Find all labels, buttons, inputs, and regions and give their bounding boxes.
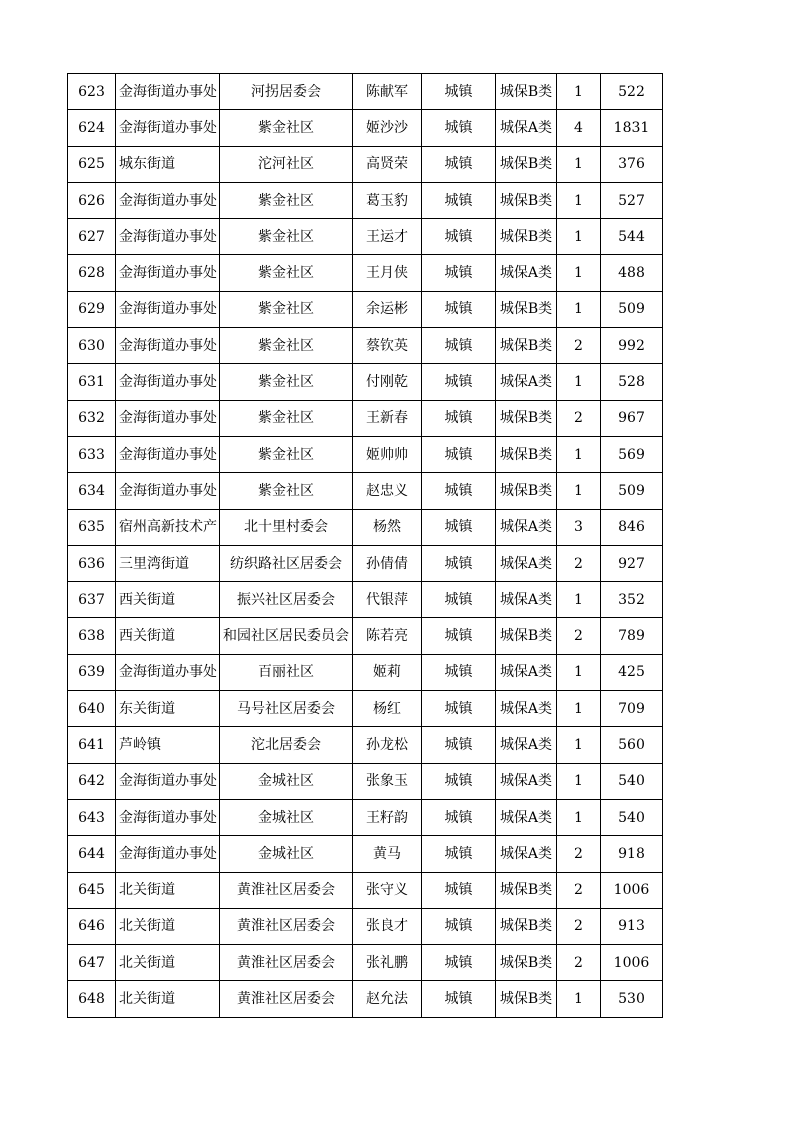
table-row: [68, 364, 663, 400]
amount-cell: 376: [601, 146, 663, 182]
amount-cell: 425: [601, 654, 663, 690]
household-count-cell: 1: [557, 291, 601, 327]
table-row: [68, 618, 663, 654]
area-type-cell: 城镇: [422, 981, 496, 1017]
person-name-cell: 赵允法: [353, 981, 422, 1017]
person-name-cell: 张良才: [353, 908, 422, 944]
insurance-class-cell: 城保A类: [496, 727, 557, 763]
household-count-cell: 4: [557, 110, 601, 146]
community-cell: 紫金社区: [220, 436, 353, 472]
table-row: [68, 255, 663, 291]
table-row: [68, 219, 663, 255]
area-type-cell: 城镇: [422, 473, 496, 509]
amount-cell: 540: [601, 799, 663, 835]
table-row: [68, 654, 663, 690]
person-name-cell: 付刚乾: [353, 364, 422, 400]
community-cell: 纺织路社区居委会: [220, 545, 353, 581]
community-cell: 黄淮社区居委会: [220, 945, 353, 981]
person-name-cell: 姬莉: [353, 654, 422, 690]
community-cell: 黄淮社区居委会: [220, 981, 353, 1017]
row-number-cell: 643: [68, 799, 116, 835]
area-type-cell: 城镇: [422, 836, 496, 872]
area-type-cell: 城镇: [422, 618, 496, 654]
community-cell: 河拐居委会: [220, 74, 353, 110]
row-number-cell: 639: [68, 654, 116, 690]
street-office-cell: 宿州高新技术产: [116, 509, 220, 545]
insurance-class-cell: 城保A类: [496, 110, 557, 146]
amount-cell: 544: [601, 219, 663, 255]
insurance-class-cell: 城保A类: [496, 545, 557, 581]
area-type-cell: 城镇: [422, 763, 496, 799]
street-office-cell: 金海街道办事处: [116, 836, 220, 872]
person-name-cell: 蔡钦英: [353, 328, 422, 364]
community-cell: 紫金社区: [220, 291, 353, 327]
household-count-cell: 1: [557, 654, 601, 690]
row-number-cell: 627: [68, 219, 116, 255]
household-count-cell: 2: [557, 836, 601, 872]
table-row: [68, 945, 663, 981]
table-row: [68, 400, 663, 436]
household-count-cell: 1: [557, 364, 601, 400]
insurance-class-cell: 城保A类: [496, 799, 557, 835]
amount-cell: 530: [601, 981, 663, 1017]
household-count-cell: 1: [557, 582, 601, 618]
amount-cell: 528: [601, 364, 663, 400]
row-number-cell: 630: [68, 328, 116, 364]
table-row: [68, 727, 663, 763]
street-office-cell: 金海街道办事处: [116, 436, 220, 472]
table-row: [68, 545, 663, 581]
insurance-class-cell: 城保B类: [496, 146, 557, 182]
street-office-cell: 北关街道: [116, 908, 220, 944]
amount-cell: 967: [601, 400, 663, 436]
amount-cell: 569: [601, 436, 663, 472]
person-name-cell: 王籽韵: [353, 799, 422, 835]
person-name-cell: 高贤荣: [353, 146, 422, 182]
community-cell: 紫金社区: [220, 328, 353, 364]
amount-cell: 918: [601, 836, 663, 872]
person-name-cell: 张守义: [353, 872, 422, 908]
street-office-cell: 金海街道办事处: [116, 400, 220, 436]
person-name-cell: 孙倩倩: [353, 545, 422, 581]
street-office-cell: 北关街道: [116, 945, 220, 981]
amount-cell: 488: [601, 255, 663, 291]
person-name-cell: 姬帅帅: [353, 436, 422, 472]
table-row: [68, 182, 663, 218]
table-row: [68, 74, 663, 110]
table-body: [68, 74, 663, 1018]
table-row: [68, 110, 663, 146]
area-type-cell: 城镇: [422, 799, 496, 835]
row-number-cell: 624: [68, 110, 116, 146]
insurance-class-cell: 城保A类: [496, 364, 557, 400]
insurance-class-cell: 城保B类: [496, 908, 557, 944]
household-count-cell: 1: [557, 255, 601, 291]
insurance-class-cell: 城保B类: [496, 945, 557, 981]
amount-cell: 789: [601, 618, 663, 654]
household-count-cell: 2: [557, 945, 601, 981]
household-count-cell: 2: [557, 328, 601, 364]
street-office-cell: 西关街道: [116, 582, 220, 618]
amount-cell: 927: [601, 545, 663, 581]
area-type-cell: 城镇: [422, 545, 496, 581]
community-cell: 百丽社区: [220, 654, 353, 690]
street-office-cell: 金海街道办事处: [116, 654, 220, 690]
insurance-class-cell: 城保A类: [496, 255, 557, 291]
insurance-class-cell: 城保B类: [496, 219, 557, 255]
street-office-cell: 西关街道: [116, 618, 220, 654]
household-count-cell: 1: [557, 182, 601, 218]
community-cell: 紫金社区: [220, 219, 353, 255]
table-row: [68, 436, 663, 472]
row-number-cell: 642: [68, 763, 116, 799]
street-office-cell: 金海街道办事处: [116, 364, 220, 400]
street-office-cell: 金海街道办事处: [116, 799, 220, 835]
person-name-cell: 王运才: [353, 219, 422, 255]
person-name-cell: 姬沙沙: [353, 110, 422, 146]
insurance-class-cell: 城保A类: [496, 763, 557, 799]
person-name-cell: 陈若亮: [353, 618, 422, 654]
row-number-cell: 648: [68, 981, 116, 1017]
community-cell: 金城社区: [220, 763, 353, 799]
area-type-cell: 城镇: [422, 182, 496, 218]
person-name-cell: 葛玉豹: [353, 182, 422, 218]
household-count-cell: 1: [557, 146, 601, 182]
table-row: [68, 291, 663, 327]
insurance-class-cell: 城保B类: [496, 473, 557, 509]
area-type-cell: 城镇: [422, 400, 496, 436]
amount-cell: 352: [601, 582, 663, 618]
row-number-cell: 632: [68, 400, 116, 436]
community-cell: 马号社区居委会: [220, 691, 353, 727]
area-type-cell: 城镇: [422, 436, 496, 472]
street-office-cell: 金海街道办事处: [116, 255, 220, 291]
community-cell: 和园社区居民委员会: [220, 618, 353, 654]
street-office-cell: 芦岭镇: [116, 727, 220, 763]
household-count-cell: 2: [557, 545, 601, 581]
row-number-cell: 646: [68, 908, 116, 944]
household-count-cell: 1: [557, 763, 601, 799]
community-cell: 沱北居委会: [220, 727, 353, 763]
street-office-cell: 金海街道办事处: [116, 110, 220, 146]
area-type-cell: 城镇: [422, 654, 496, 690]
amount-cell: 1831: [601, 110, 663, 146]
person-name-cell: 代银萍: [353, 582, 422, 618]
row-number-cell: 626: [68, 182, 116, 218]
household-count-cell: 2: [557, 872, 601, 908]
assistance-table: [67, 73, 663, 1018]
community-cell: 紫金社区: [220, 110, 353, 146]
row-number-cell: 636: [68, 545, 116, 581]
row-number-cell: 625: [68, 146, 116, 182]
person-name-cell: 王新春: [353, 400, 422, 436]
amount-cell: 522: [601, 74, 663, 110]
person-name-cell: 黄马: [353, 836, 422, 872]
street-office-cell: 金海街道办事处: [116, 328, 220, 364]
insurance-class-cell: 城保A类: [496, 509, 557, 545]
street-office-cell: 东关街道: [116, 691, 220, 727]
area-type-cell: 城镇: [422, 291, 496, 327]
area-type-cell: 城镇: [422, 146, 496, 182]
community-cell: 紫金社区: [220, 255, 353, 291]
amount-cell: 1006: [601, 872, 663, 908]
household-count-cell: 1: [557, 219, 601, 255]
amount-cell: 509: [601, 473, 663, 509]
community-cell: 金城社区: [220, 836, 353, 872]
person-name-cell: 余运彬: [353, 291, 422, 327]
person-name-cell: 张象玉: [353, 763, 422, 799]
amount-cell: 560: [601, 727, 663, 763]
street-office-cell: 城东街道: [116, 146, 220, 182]
table-row: [68, 799, 663, 835]
insurance-class-cell: 城保A类: [496, 654, 557, 690]
household-count-cell: 2: [557, 400, 601, 436]
area-type-cell: 城镇: [422, 328, 496, 364]
area-type-cell: 城镇: [422, 691, 496, 727]
row-number-cell: 638: [68, 618, 116, 654]
person-name-cell: 陈献军: [353, 74, 422, 110]
row-number-cell: 629: [68, 291, 116, 327]
insurance-class-cell: 城保B类: [496, 981, 557, 1017]
street-office-cell: 金海街道办事处: [116, 182, 220, 218]
row-number-cell: 633: [68, 436, 116, 472]
household-count-cell: 1: [557, 981, 601, 1017]
person-name-cell: 杨红: [353, 691, 422, 727]
row-number-cell: 631: [68, 364, 116, 400]
insurance-class-cell: 城保B类: [496, 400, 557, 436]
area-type-cell: 城镇: [422, 219, 496, 255]
row-number-cell: 645: [68, 872, 116, 908]
area-type-cell: 城镇: [422, 727, 496, 763]
area-type-cell: 城镇: [422, 255, 496, 291]
row-number-cell: 637: [68, 582, 116, 618]
community-cell: 黄淮社区居委会: [220, 872, 353, 908]
area-type-cell: 城镇: [422, 945, 496, 981]
row-number-cell: 635: [68, 509, 116, 545]
row-number-cell: 644: [68, 836, 116, 872]
household-count-cell: 1: [557, 473, 601, 509]
community-cell: 金城社区: [220, 799, 353, 835]
insurance-class-cell: 城保B类: [496, 328, 557, 364]
community-cell: 黄淮社区居委会: [220, 908, 353, 944]
area-type-cell: 城镇: [422, 509, 496, 545]
person-name-cell: 王月侠: [353, 255, 422, 291]
insurance-class-cell: 城保B类: [496, 291, 557, 327]
table-row: [68, 763, 663, 799]
table-row: [68, 981, 663, 1017]
street-office-cell: 金海街道办事处: [116, 74, 220, 110]
area-type-cell: 城镇: [422, 872, 496, 908]
table-row: [68, 691, 663, 727]
area-type-cell: 城镇: [422, 110, 496, 146]
table-row: [68, 872, 663, 908]
row-number-cell: 640: [68, 691, 116, 727]
row-number-cell: 647: [68, 945, 116, 981]
table-row: [68, 908, 663, 944]
table-row: [68, 836, 663, 872]
area-type-cell: 城镇: [422, 364, 496, 400]
person-name-cell: 杨然: [353, 509, 422, 545]
household-count-cell: 2: [557, 908, 601, 944]
amount-cell: 709: [601, 691, 663, 727]
household-count-cell: 2: [557, 618, 601, 654]
street-office-cell: 三里湾街道: [116, 545, 220, 581]
community-cell: 紫金社区: [220, 400, 353, 436]
community-cell: 紫金社区: [220, 182, 353, 218]
community-cell: 北十里村委会: [220, 509, 353, 545]
amount-cell: 992: [601, 328, 663, 364]
street-office-cell: 金海街道办事处: [116, 763, 220, 799]
table-row: [68, 582, 663, 618]
amount-cell: 527: [601, 182, 663, 218]
household-count-cell: 1: [557, 727, 601, 763]
amount-cell: 913: [601, 908, 663, 944]
row-number-cell: 634: [68, 473, 116, 509]
row-number-cell: 641: [68, 727, 116, 763]
table-row: [68, 509, 663, 545]
community-cell: 紫金社区: [220, 473, 353, 509]
household-count-cell: 1: [557, 436, 601, 472]
street-office-cell: 北关街道: [116, 981, 220, 1017]
household-count-cell: 3: [557, 509, 601, 545]
community-cell: 紫金社区: [220, 364, 353, 400]
table-row: [68, 328, 663, 364]
insurance-class-cell: 城保B类: [496, 436, 557, 472]
street-office-cell: 金海街道办事处: [116, 219, 220, 255]
area-type-cell: 城镇: [422, 74, 496, 110]
person-name-cell: 孙龙松: [353, 727, 422, 763]
household-count-cell: 1: [557, 691, 601, 727]
area-type-cell: 城镇: [422, 582, 496, 618]
insurance-class-cell: 城保B类: [496, 74, 557, 110]
community-cell: 沱河社区: [220, 146, 353, 182]
insurance-class-cell: 城保A类: [496, 836, 557, 872]
area-type-cell: 城镇: [422, 908, 496, 944]
person-name-cell: 赵忠义: [353, 473, 422, 509]
person-name-cell: 张礼鹏: [353, 945, 422, 981]
insurance-class-cell: 城保B类: [496, 182, 557, 218]
row-number-cell: 628: [68, 255, 116, 291]
street-office-cell: 北关街道: [116, 872, 220, 908]
insurance-class-cell: 城保B类: [496, 872, 557, 908]
street-office-cell: 金海街道办事处: [116, 473, 220, 509]
insurance-class-cell: 城保A类: [496, 691, 557, 727]
amount-cell: 846: [601, 509, 663, 545]
household-count-cell: 1: [557, 799, 601, 835]
amount-cell: 1006: [601, 945, 663, 981]
row-number-cell: 623: [68, 74, 116, 110]
insurance-class-cell: 城保B类: [496, 618, 557, 654]
street-office-cell: 金海街道办事处: [116, 291, 220, 327]
table-row: [68, 146, 663, 182]
community-cell: 振兴社区居委会: [220, 582, 353, 618]
household-count-cell: 1: [557, 74, 601, 110]
amount-cell: 509: [601, 291, 663, 327]
amount-cell: 540: [601, 763, 663, 799]
insurance-class-cell: 城保A类: [496, 582, 557, 618]
table-row: [68, 473, 663, 509]
